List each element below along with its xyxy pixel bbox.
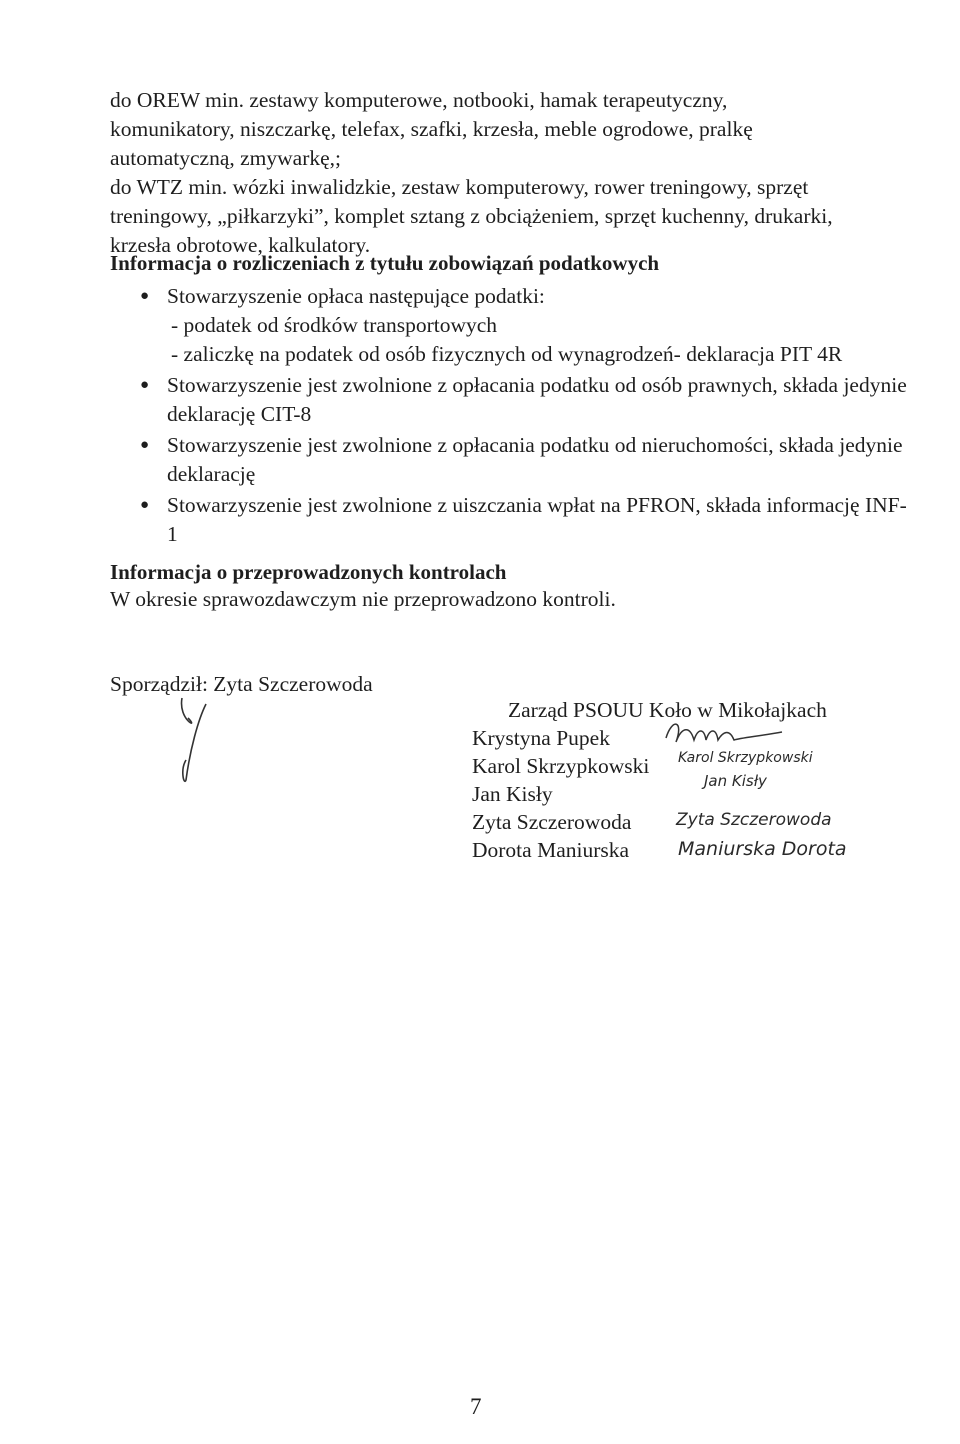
prepared-by: Sporządził: Zyta Szczerowoda xyxy=(110,672,373,696)
handwritten-initial xyxy=(160,690,230,790)
board-member: Krystyna Pupek xyxy=(472,726,610,750)
tax-bullet-text: Stowarzyszenie jest zwolnione z opłacania podatku od nieruchomości, składa jedynie deklarację xyxy=(167,433,903,486)
tax-bullet xyxy=(110,431,910,489)
board-member: Jan Kisły xyxy=(472,782,553,806)
tax-section-heading: Informacja o rozliczeniach z tytułu zobowiązań podatkowych xyxy=(110,251,660,275)
signature-2: Karol Skrzypkowski xyxy=(678,750,813,766)
tax-bullet-text: Stowarzyszenie jest zwolnione z opłacania podatku od osób prawnych, składa jedynie deklarację CIT-8 xyxy=(167,373,907,426)
board-title: Zarząd PSOUU Koło w Mikołajkach xyxy=(508,698,827,722)
controls-section-text: W okresie sprawozdawczym nie przeprowadzono kontroli. xyxy=(110,587,616,611)
signature-4: Zyta Szczerowoda xyxy=(676,810,832,830)
intro-line: do OREW min. zestawy komputerowe, notbooki, hamak terapeutyczny, xyxy=(110,88,728,112)
signature-1 xyxy=(660,716,790,752)
board-member: Dorota Maniurska xyxy=(472,838,630,862)
controls-section-heading: Informacja o przeprowadzonych kontrolach xyxy=(110,560,507,584)
tax-bullet-text: Stowarzyszenie opłaca następujące podatki: xyxy=(167,284,545,308)
bullet-icon: ● xyxy=(140,497,150,513)
bullet-icon: ● xyxy=(140,288,150,304)
equipment-paragraph xyxy=(110,86,910,260)
tax-subitem: - zaliczkę na podatek od osób fizycznych od wynagrodzeń- deklaracja PIT 4R xyxy=(171,342,843,366)
tax-subitem-list xyxy=(167,311,910,369)
tax-bullet-list xyxy=(110,282,910,549)
board-member: Zyta Szczerowoda xyxy=(472,810,632,834)
bullet-icon: ● xyxy=(140,377,150,393)
page-number: 7 xyxy=(470,1394,482,1419)
tax-bullet xyxy=(110,491,910,549)
signature-3: Jan Kisły xyxy=(704,772,767,790)
intro-line: do WTZ min. wózki inwalidzkie, zestaw komputerowy, rower treningowy, sprzęt xyxy=(110,175,809,199)
tax-bullet xyxy=(110,282,910,369)
tax-subitem: - podatek od środków transportowych xyxy=(171,313,498,337)
intro-line: krzesła obrotowe, kalkulatory. xyxy=(110,233,371,257)
board-member: Karol Skrzypkowski xyxy=(472,754,650,778)
signature-5: Maniurska Dorota xyxy=(678,838,847,860)
tax-bullet xyxy=(110,371,910,429)
bullet-icon: ● xyxy=(140,437,150,453)
intro-line: automatyczną, zmywarkę,; xyxy=(110,146,342,170)
intro-line: komunikatory, niszczarkę, telefax, szafki, krzesła, meble ogrodowe, pralkę xyxy=(110,117,753,141)
intro-line: treningowy, „piłkarzyki”, komplet sztang z obciążeniem, sprzęt kuchenny, drukarki, xyxy=(110,204,833,228)
tax-bullet-text: Stowarzyszenie jest zwolnione z uiszczania wpłat na PFRON, składa informację INF-1 xyxy=(167,493,907,546)
